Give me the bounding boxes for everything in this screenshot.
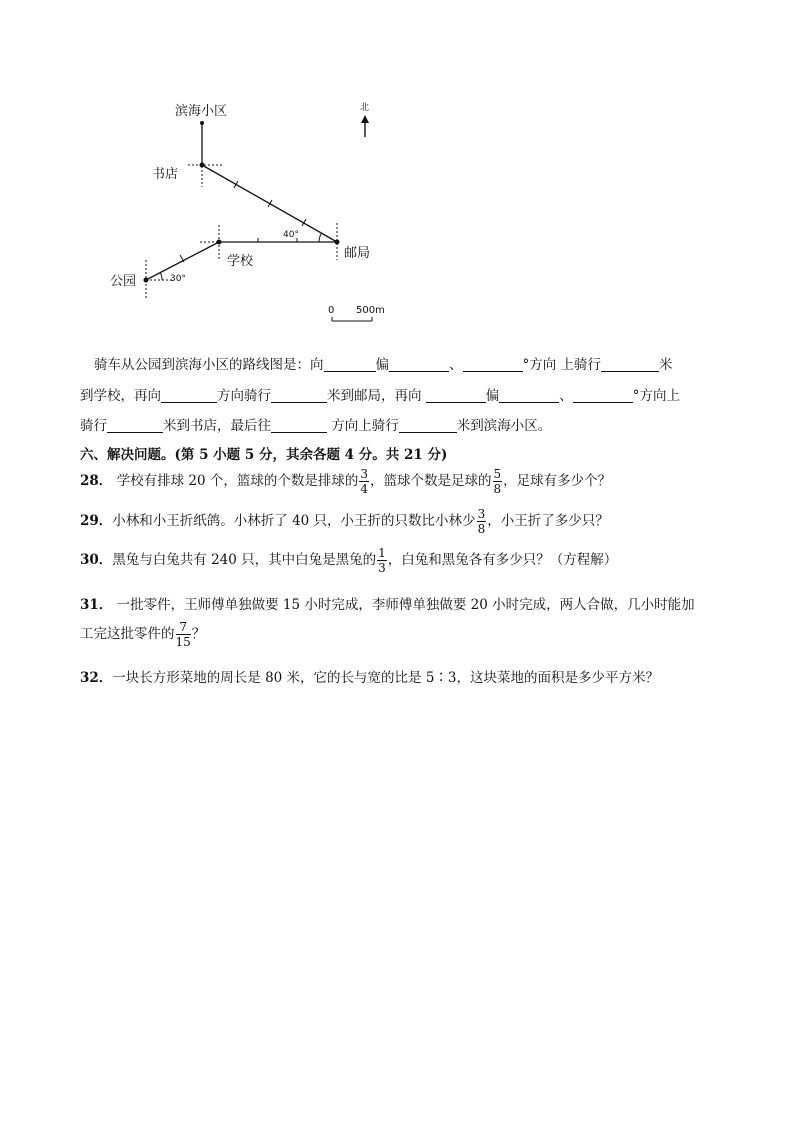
scale-value: 500m <box>356 305 385 316</box>
blank[interactable] <box>161 388 217 403</box>
route-line-3: 骑行 米到书店，最后往 方向上骑行 米到滨海小区。 <box>80 418 552 434</box>
fraction: $\frac{7}{15}$ <box>175 620 191 649</box>
scale-zero: 0 <box>328 305 335 316</box>
blank[interactable] <box>573 388 633 403</box>
blank[interactable] <box>399 418 457 433</box>
blank[interactable] <box>271 388 327 403</box>
question-29: 29．小林和小王折纸鸽。小林折了 40 只，小王折的只数比小林少 $\frac{3}{8}$ ，小王折了多少只？ <box>80 507 609 536</box>
blank[interactable] <box>324 357 376 372</box>
question-31-cont: 工完这批零件的 $\frac{7}{15}$ ？ <box>80 620 206 649</box>
blank[interactable] <box>389 357 449 372</box>
place-school: 学校 <box>227 254 254 269</box>
place-binhai: 滨海小区 <box>175 104 228 119</box>
fraction: $\frac{3}{8}$ <box>477 507 486 536</box>
blank[interactable] <box>426 388 486 403</box>
blank[interactable] <box>107 418 163 433</box>
question-28: 28． 学校有排球 20 个，篮球的个数是排球的 $\frac{3}{4}$ ，篮球个数是足球的 $\frac{5}{8}$ ，足球有多少个？ <box>80 467 612 496</box>
blank[interactable] <box>499 388 559 403</box>
place-park: 公园 <box>110 274 137 289</box>
place-post: 邮局 <box>344 246 371 261</box>
question-31: 31． 一批零件，王师傅单独做要 15 小时完成，李师傅单独做要 20 小时完成，两人合做，几小时能加 <box>80 597 695 613</box>
fraction: $\frac{3}{4}$ <box>360 467 368 496</box>
section-title: 六、解决问题。(第 5 小题 5 分，其余各题 4 分。共 21 分) <box>80 447 448 463</box>
north-label: 北 <box>360 103 370 113</box>
fraction: $\frac{1}{3}$ <box>378 546 386 575</box>
route-line-1: 骑车从公园到滨海小区的路线图是：向 偏 、 °方向 上骑行 米 <box>94 357 673 373</box>
angle-40-label: 40° <box>283 230 299 240</box>
north-arrow-icon <box>361 115 369 137</box>
blank[interactable] <box>463 357 523 372</box>
question-32: 32．一块长方形菜地的周长是 80 米，它的长与宽的比是 5∶3，这块菜地的面积是多少平方米？ <box>80 670 660 686</box>
blank[interactable] <box>601 357 659 372</box>
scale-bar <box>332 317 372 321</box>
route-map <box>100 95 410 325</box>
place-bookstore: 书店 <box>152 167 179 182</box>
question-30: 30．黑兔与白兔共有 240 只，其中白兔是黑兔的 $\frac{1}{3}$ ，白兔和黑兔各有多少只？（方程解） <box>80 546 618 575</box>
route-line-2: 到学校，再向 方向骑行 米到邮局，再向 偏 、 °方向上 <box>80 388 681 404</box>
fraction: $\frac{5}{8}$ <box>493 467 502 496</box>
blank[interactable] <box>271 418 327 433</box>
angle-30-label: 30° <box>170 274 186 284</box>
